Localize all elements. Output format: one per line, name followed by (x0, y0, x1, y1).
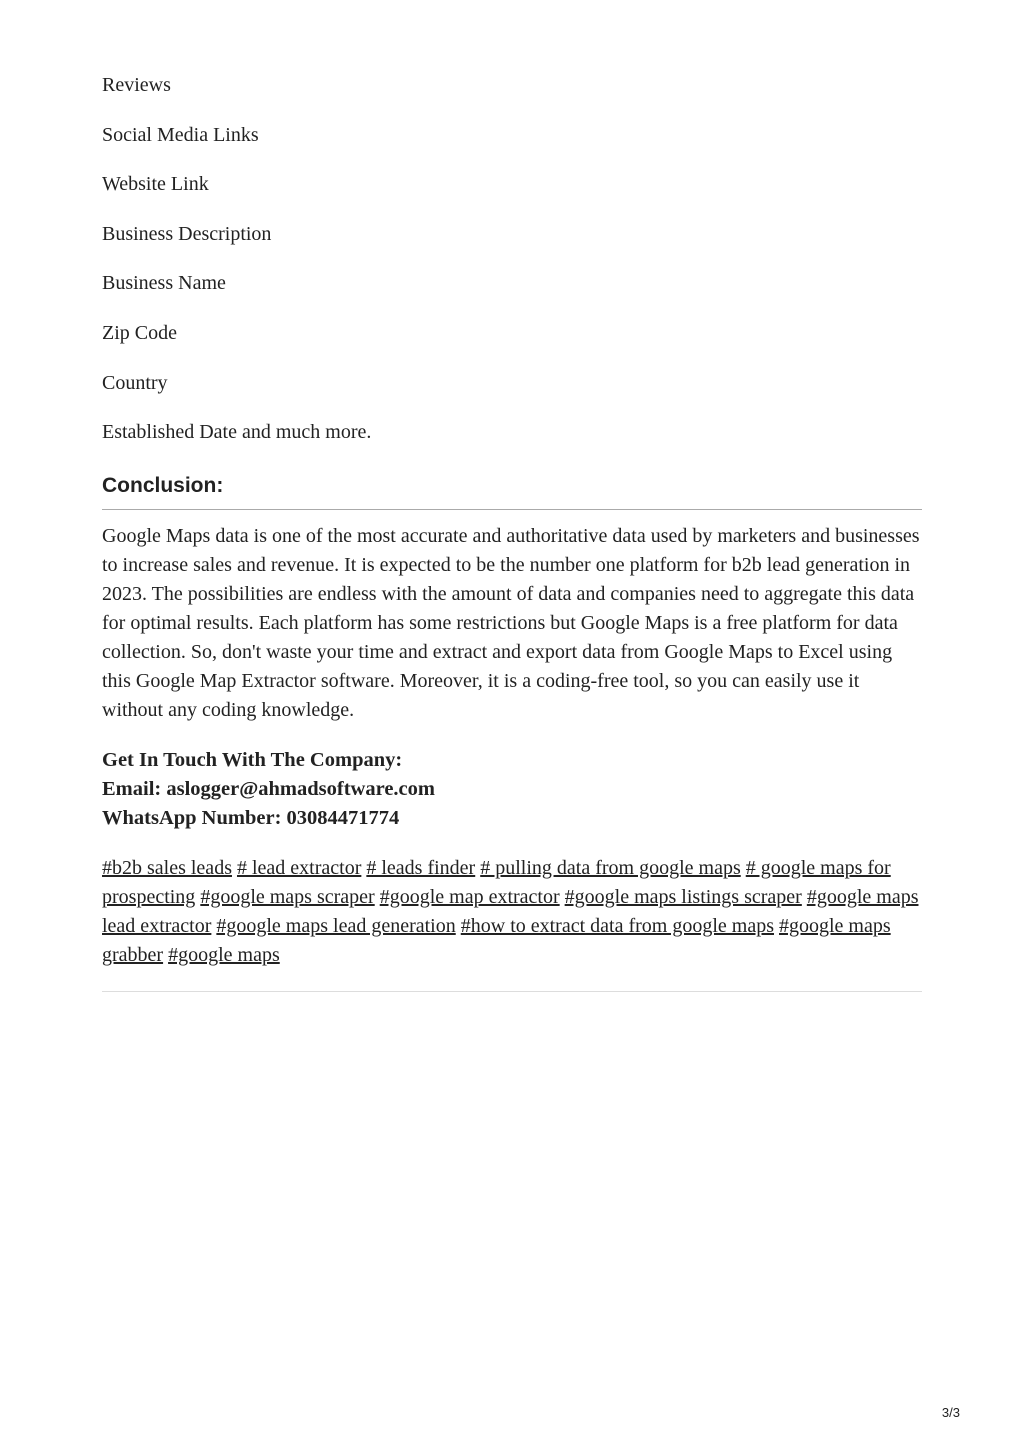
tag-link[interactable]: #google maps lead extractor (102, 886, 919, 938)
list-item: Established Date and much more. (102, 421, 372, 444)
tag-link[interactable]: #google maps (168, 944, 280, 967)
tag-link[interactable]: # google maps for prospecting (102, 857, 891, 909)
list-item: Country (102, 371, 168, 394)
tag-link[interactable]: # leads finder (366, 857, 476, 880)
bottom-divider (102, 991, 922, 992)
tag-link[interactable]: #google maps listings scraper (564, 886, 802, 909)
list-item: Social Media Links (102, 123, 259, 146)
contact-heading: Get In Touch With The Company: (102, 749, 403, 772)
page-number: 3/3 (941, 1405, 960, 1420)
list-item: Business Name (102, 272, 226, 295)
tag-list (102, 854, 922, 970)
tag-link[interactable]: #google maps grabber (102, 915, 891, 967)
document-page (102, 72, 922, 1000)
tag-link[interactable]: # pulling data from google maps (480, 857, 741, 880)
contact-block (102, 746, 922, 833)
tag-link[interactable]: #google maps scraper (200, 886, 375, 909)
tag-link[interactable]: # lead extractor (236, 857, 362, 880)
list-item: Zip Code (102, 321, 177, 344)
tag-link[interactable]: #google maps lead generation (216, 915, 456, 938)
conclusion-heading: Conclusion: (102, 473, 922, 510)
tag-link[interactable]: #how to extract data from google maps (460, 915, 774, 938)
contact-whatsapp: WhatsApp Number: 03084471774 (102, 807, 400, 830)
tag-link[interactable]: #google map extractor (379, 886, 560, 909)
list-item: Website Link (102, 173, 209, 196)
contact-email: Email: aslogger@ahmadsoftware.com (102, 778, 435, 801)
feature-list (102, 72, 922, 445)
list-item: Business Description (102, 222, 272, 245)
tag-link[interactable]: #b2b sales leads (102, 857, 232, 880)
list-item: Reviews (102, 74, 171, 96)
conclusion-paragraph: Google Maps data is one of the most accurate and authoritative data used by marketers and businesses to increase sales and revenue. It is expected to be the number one platform for b2b lead generation in 2023. The possibilities are endless with the amount of data and companies need to aggregate this data for optimal results. Each platform has some restrictions but Google Maps is a free platform for data collection. So, don't waste your time and extract and export data from Google Maps to Excel using this Google Map Extractor software. Moreover, it is a coding-free tool, so you can easily use it without any coding knowledge. (102, 525, 920, 722)
